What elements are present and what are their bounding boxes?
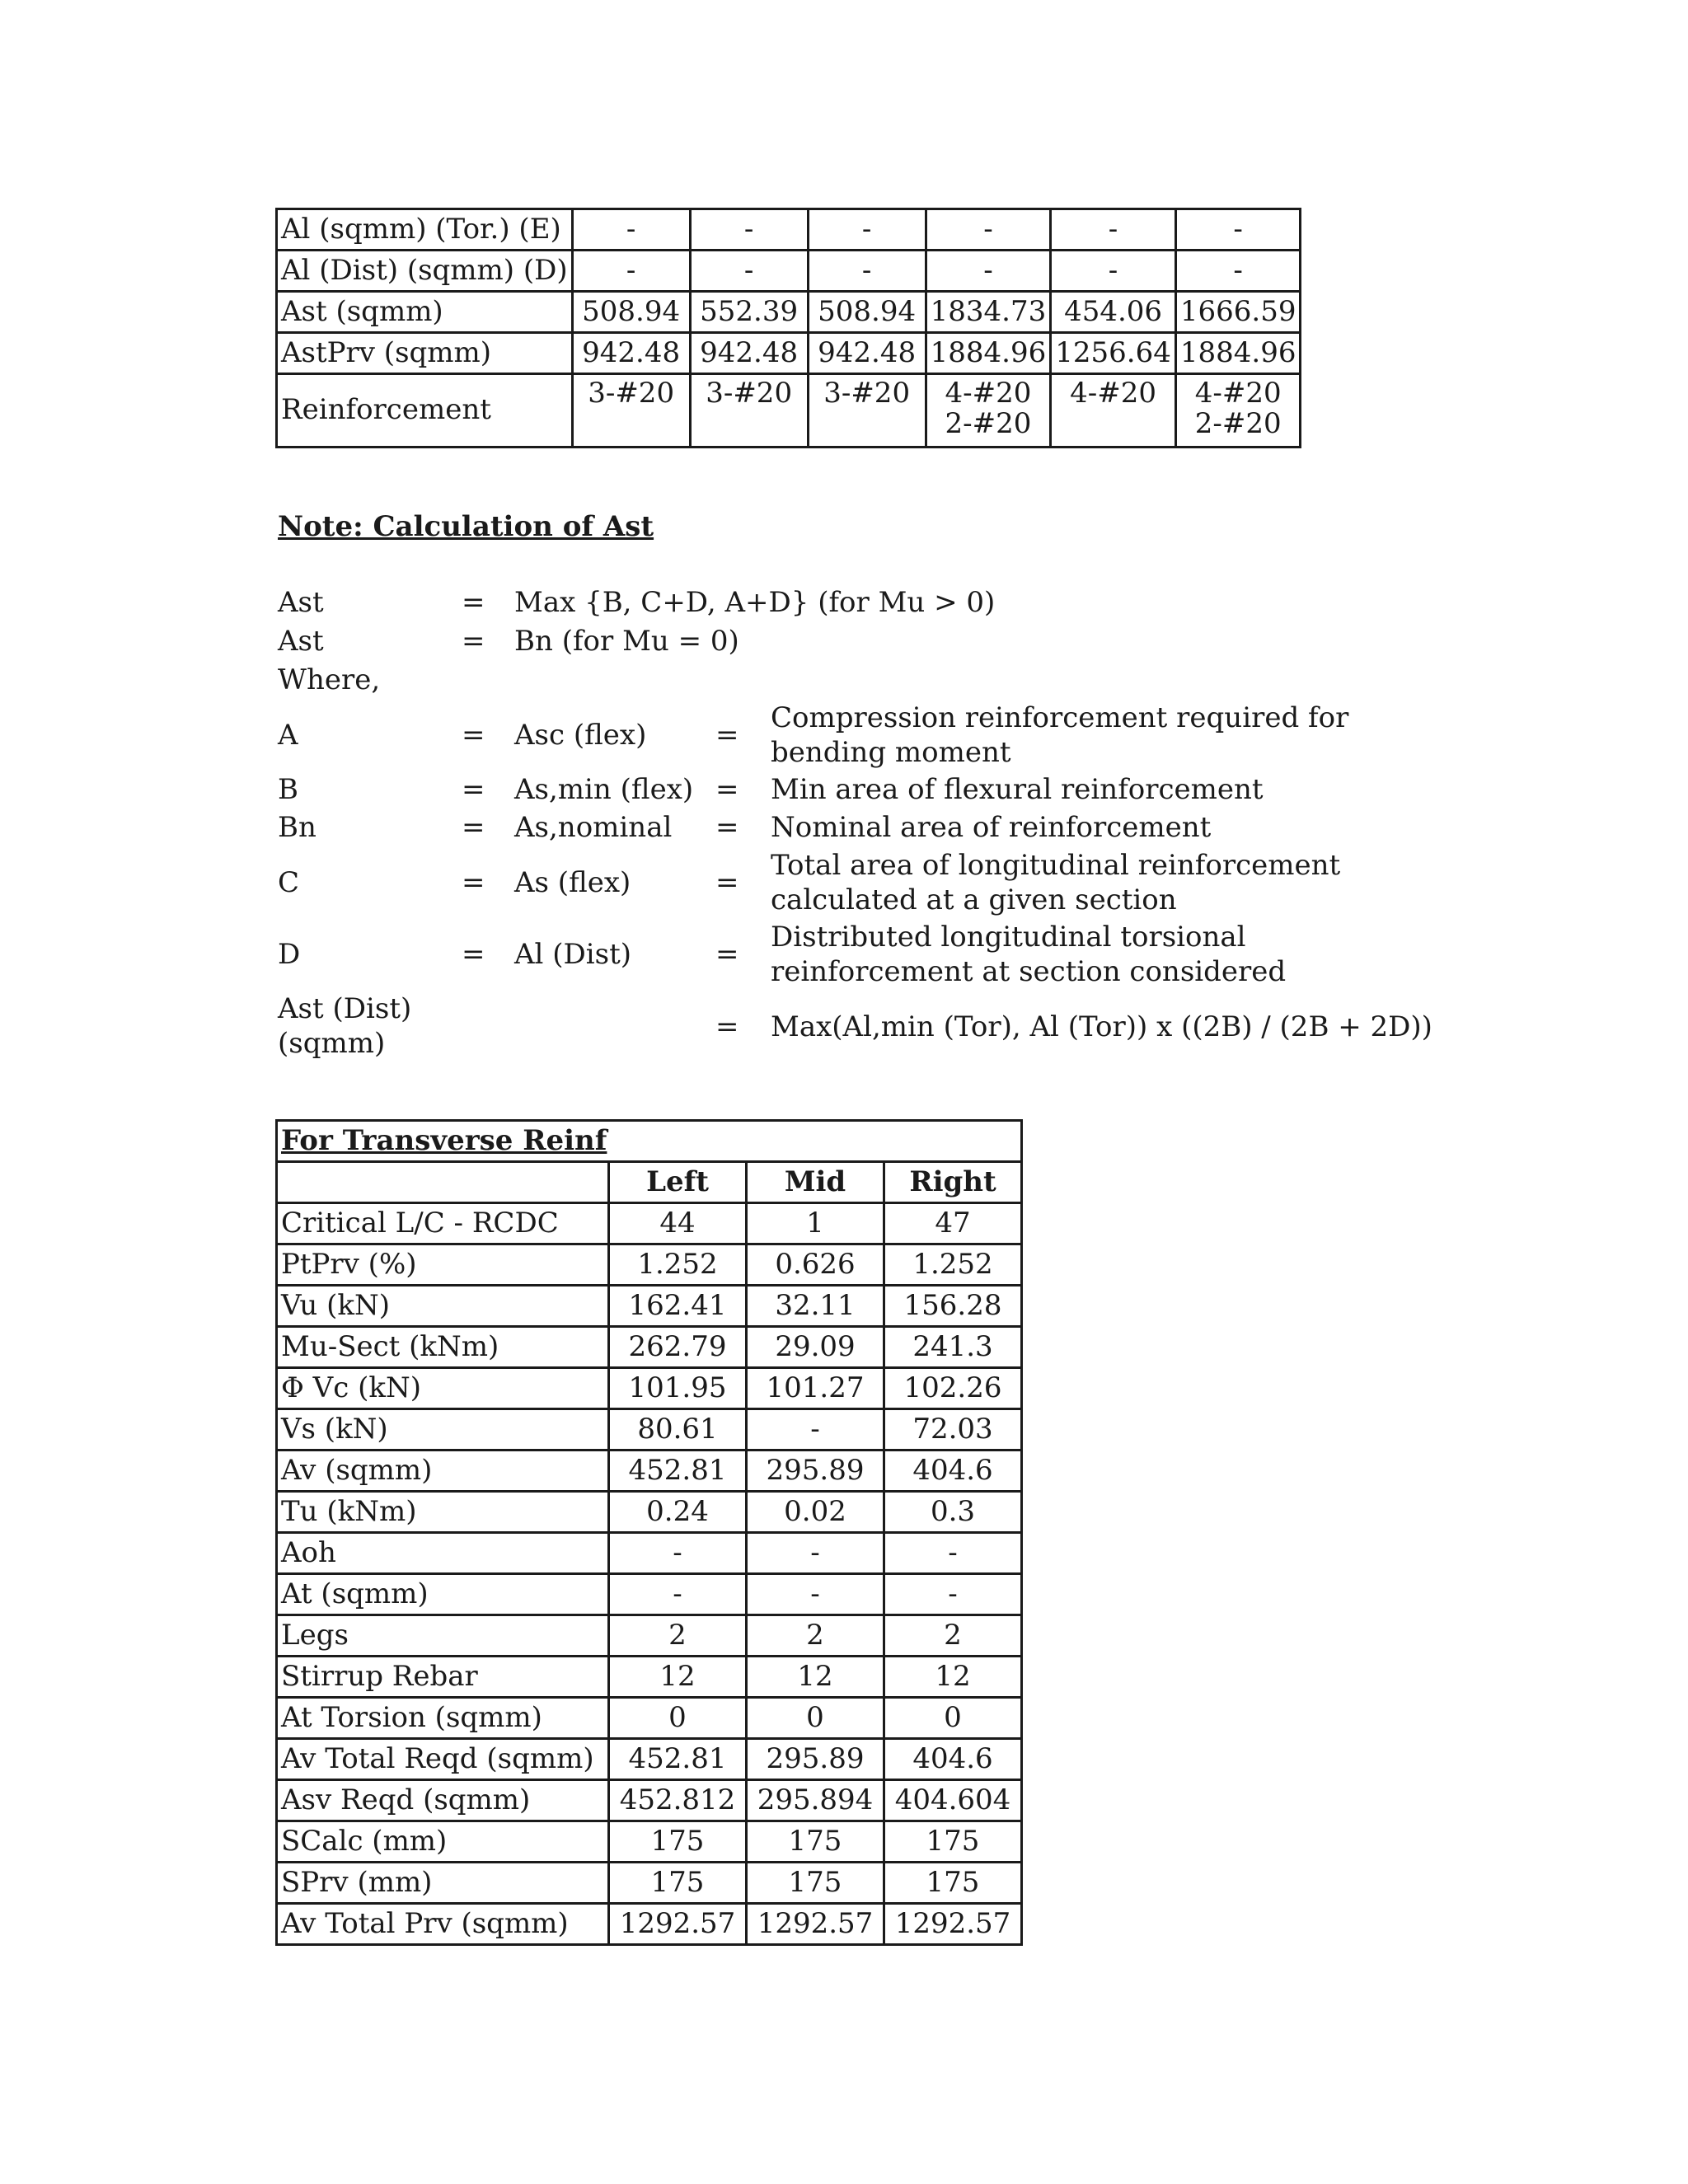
table-cell: - xyxy=(609,1533,747,1574)
table-cell: 295.89 xyxy=(747,1739,884,1780)
def-desc: Nominal area of reinforcement xyxy=(771,811,1212,844)
row-label: Asv Reqd (sqmm) xyxy=(277,1780,609,1821)
table-cell: - xyxy=(884,1533,1022,1574)
table-cell: - xyxy=(747,1409,884,1451)
row-label: SPrv (mm) xyxy=(277,1863,609,1904)
table-cell: - xyxy=(747,1574,884,1615)
def-term: C xyxy=(278,866,300,899)
def-eq1: = xyxy=(462,938,485,971)
header-blank xyxy=(277,1162,609,1203)
table-cell: 404.604 xyxy=(884,1780,1022,1821)
reinforcement-cell: 3-#20 xyxy=(690,374,808,448)
table-cell: 2 xyxy=(884,1615,1022,1657)
row-label: Tu (kNm) xyxy=(277,1492,609,1533)
def-desc: Distributed longitudinal torsional reinforcement at section considered xyxy=(771,921,1287,988)
table-cell: 2 xyxy=(609,1615,747,1657)
table-cell: - xyxy=(690,209,808,251)
def-eq2: = xyxy=(715,866,739,899)
table-cell: 12 xyxy=(609,1657,747,1698)
table-cell: - xyxy=(609,1574,747,1615)
note-line-expr: Max {B, C+D, A+D} (for Mu > 0) xyxy=(514,586,996,619)
table-cell: 452.81 xyxy=(609,1451,747,1492)
note-line-expr: Bn (for Mu = 0) xyxy=(514,625,739,658)
table-row xyxy=(277,1698,1022,1739)
table-cell: 0.3 xyxy=(884,1492,1022,1533)
table-cell: 156.28 xyxy=(884,1286,1022,1327)
where-label: Where, xyxy=(278,663,381,696)
row-label: Al (Dist) (sqmm) (D) xyxy=(277,251,573,292)
table-row xyxy=(277,1739,1022,1780)
table-cell: 942.48 xyxy=(572,333,690,374)
table-cell: 1.252 xyxy=(884,1244,1022,1286)
row-label: Vu (kN) xyxy=(277,1286,609,1327)
table-cell: - xyxy=(884,1574,1022,1615)
row-label: Av Total Prv (sqmm) xyxy=(277,1904,609,1945)
table-cell: 47 xyxy=(884,1203,1022,1244)
reinforcement-cell: 3-#20 xyxy=(572,374,690,448)
table-cell: 1884.96 xyxy=(1175,333,1301,374)
table-row xyxy=(277,1409,1022,1451)
row-label: Ast (sqmm) xyxy=(277,292,573,333)
table-cell: 1666.59 xyxy=(1175,292,1301,333)
def-symbol: Asc (flex) xyxy=(514,719,647,752)
row-label: SCalc (mm) xyxy=(277,1821,609,1863)
column-header: Left xyxy=(609,1162,747,1203)
table-cell: - xyxy=(808,251,926,292)
table-cell: 0 xyxy=(609,1698,747,1739)
table-cell: 295.89 xyxy=(747,1451,884,1492)
ast-dist-term: Ast (Dist) (sqmm) xyxy=(278,992,412,1060)
table-cell: - xyxy=(1051,251,1176,292)
table-cell: 1834.73 xyxy=(926,292,1051,333)
table-cell: 102.26 xyxy=(884,1368,1022,1409)
table-cell: 175 xyxy=(747,1821,884,1863)
table-cell: 942.48 xyxy=(808,333,926,374)
table-cell: 454.06 xyxy=(1051,292,1176,333)
row-label: Reinforcement xyxy=(277,374,573,448)
def-eq2: = xyxy=(715,719,739,752)
table-cell: 72.03 xyxy=(884,1409,1022,1451)
table-title-row xyxy=(277,1121,1022,1162)
row-label: Av Total Reqd (sqmm) xyxy=(277,1739,609,1780)
table-cell: 175 xyxy=(609,1821,747,1863)
def-term: A xyxy=(278,719,298,752)
table-cell: 508.94 xyxy=(808,292,926,333)
row-label: Critical L/C - RCDC xyxy=(277,1203,609,1244)
reinforcement-cell: 4-#20 2-#20 xyxy=(1175,374,1301,448)
ast-dist-expr: Max(Al,min (Tor), Al (Tor)) x ((2B) / (2B + 2D)) xyxy=(771,1010,1432,1043)
table-cell: 175 xyxy=(609,1863,747,1904)
note-line-eq: = xyxy=(462,586,485,619)
def-eq2: = xyxy=(715,811,739,844)
table-cell: - xyxy=(808,209,926,251)
def-eq2: = xyxy=(715,938,739,971)
table-row xyxy=(277,251,1301,292)
row-label: Aoh xyxy=(277,1533,609,1574)
note-title: Note: Calculation of Ast xyxy=(278,510,654,543)
table-cell: - xyxy=(926,251,1051,292)
table-row xyxy=(277,209,1301,251)
table-cell: - xyxy=(572,251,690,292)
table-cell: 452.81 xyxy=(609,1739,747,1780)
table-cell: 508.94 xyxy=(572,292,690,333)
def-desc: Min area of flexural reinforcement xyxy=(771,773,1264,806)
table-cell: 0.24 xyxy=(609,1492,747,1533)
column-header: Mid xyxy=(747,1162,884,1203)
reinforcement-cell: 4-#20 xyxy=(1051,374,1176,448)
def-eq1: = xyxy=(462,773,485,806)
reinforcement-cell: 4-#20 2-#20 xyxy=(926,374,1051,448)
table-row xyxy=(277,1821,1022,1863)
table-row xyxy=(277,1780,1022,1821)
table-cell: 1 xyxy=(747,1203,884,1244)
table-row xyxy=(277,1451,1022,1492)
table-cell: 32.11 xyxy=(747,1286,884,1327)
column-header: Right xyxy=(884,1162,1022,1203)
table-cell: - xyxy=(926,209,1051,251)
def-symbol: As,nominal xyxy=(514,811,673,844)
row-label: AstPrv (sqmm) xyxy=(277,333,573,374)
table-cell: 175 xyxy=(884,1821,1022,1863)
reinforcement-cell: 3-#20 xyxy=(808,374,926,448)
row-label: Av (sqmm) xyxy=(277,1451,609,1492)
def-term: Bn xyxy=(278,811,316,844)
table-cell: - xyxy=(1051,209,1176,251)
table-cell: 0.02 xyxy=(747,1492,884,1533)
row-label: Φ Vc (kN) xyxy=(277,1368,609,1409)
def-eq1: = xyxy=(462,811,485,844)
table-title: For Transverse Reinf xyxy=(277,1121,1022,1162)
table-cell: 0 xyxy=(747,1698,884,1739)
row-label: Mu-Sect (kNm) xyxy=(277,1327,609,1368)
table-cell: 162.41 xyxy=(609,1286,747,1327)
table-cell: 175 xyxy=(747,1863,884,1904)
table-cell: 942.48 xyxy=(690,333,808,374)
table-row xyxy=(277,1492,1022,1533)
table-cell: 262.79 xyxy=(609,1327,747,1368)
table-cell: 295.894 xyxy=(747,1780,884,1821)
table-row xyxy=(277,1615,1022,1657)
table-cell: 101.95 xyxy=(609,1368,747,1409)
table-cell: 1884.96 xyxy=(926,333,1051,374)
table-cell: 1292.57 xyxy=(747,1904,884,1945)
def-eq2: = xyxy=(715,773,739,806)
table-cell: - xyxy=(690,251,808,292)
row-label: Vs (kN) xyxy=(277,1409,609,1451)
table-cell: 1256.64 xyxy=(1051,333,1176,374)
def-term: B xyxy=(278,773,298,806)
table-row xyxy=(277,333,1301,374)
note-line-term: Ast xyxy=(278,586,324,619)
table-row xyxy=(277,1368,1022,1409)
def-eq1: = xyxy=(462,866,485,899)
note-line-term: Ast xyxy=(278,625,324,658)
table-cell: 404.6 xyxy=(884,1739,1022,1780)
table-cell: 29.09 xyxy=(747,1327,884,1368)
reinforcement-row xyxy=(277,374,1301,448)
table-row xyxy=(277,292,1301,333)
table-row xyxy=(277,1863,1022,1904)
table-cell: 0 xyxy=(884,1698,1022,1739)
table-row xyxy=(277,1244,1022,1286)
table-cell: 241.3 xyxy=(884,1327,1022,1368)
row-label: At (sqmm) xyxy=(277,1574,609,1615)
def-term: D xyxy=(278,938,301,971)
longitudinal-table xyxy=(275,208,1301,448)
row-label: PtPrv (%) xyxy=(277,1244,609,1286)
table-row xyxy=(277,1904,1022,1945)
table-cell: 552.39 xyxy=(690,292,808,333)
table-cell: 175 xyxy=(884,1863,1022,1904)
table-row xyxy=(277,1574,1022,1615)
note-line-eq: = xyxy=(462,625,485,658)
table-cell: 44 xyxy=(609,1203,747,1244)
table-cell: - xyxy=(1175,251,1301,292)
table-cell: 0.626 xyxy=(747,1244,884,1286)
def-eq1: = xyxy=(462,719,485,752)
table-cell: 101.27 xyxy=(747,1368,884,1409)
def-desc: Compression reinforcement required for bending moment xyxy=(771,701,1349,769)
header-row xyxy=(277,1162,1022,1203)
table-cell: 1292.57 xyxy=(609,1904,747,1945)
def-symbol: Al (Dist) xyxy=(514,938,632,971)
table-cell: - xyxy=(1175,209,1301,251)
row-label: Stirrup Rebar xyxy=(277,1657,609,1698)
table-cell: 12 xyxy=(884,1657,1022,1698)
row-label: At Torsion (sqmm) xyxy=(277,1698,609,1739)
table-cell: 1292.57 xyxy=(884,1904,1022,1945)
table-row xyxy=(277,1327,1022,1368)
def-symbol: As,min (flex) xyxy=(514,773,694,806)
row-label: Legs xyxy=(277,1615,609,1657)
ast-dist-eq: = xyxy=(715,1010,739,1043)
table-cell: - xyxy=(572,209,690,251)
table-cell: - xyxy=(747,1533,884,1574)
def-symbol: As (flex) xyxy=(514,866,631,899)
table-row xyxy=(277,1203,1022,1244)
table-cell: 12 xyxy=(747,1657,884,1698)
table-cell: 1.252 xyxy=(609,1244,747,1286)
transverse-table xyxy=(275,1119,1023,1946)
table-row xyxy=(277,1286,1022,1327)
table-row xyxy=(277,1533,1022,1574)
table-cell: 452.812 xyxy=(609,1780,747,1821)
table-cell: 80.61 xyxy=(609,1409,747,1451)
def-desc: Total area of longitudinal reinforcement calculated at a given section xyxy=(771,849,1341,916)
table-cell: 404.6 xyxy=(884,1451,1022,1492)
table-cell: 2 xyxy=(747,1615,884,1657)
table-row xyxy=(277,1657,1022,1698)
row-label: Al (sqmm) (Tor.) (E) xyxy=(277,209,573,251)
